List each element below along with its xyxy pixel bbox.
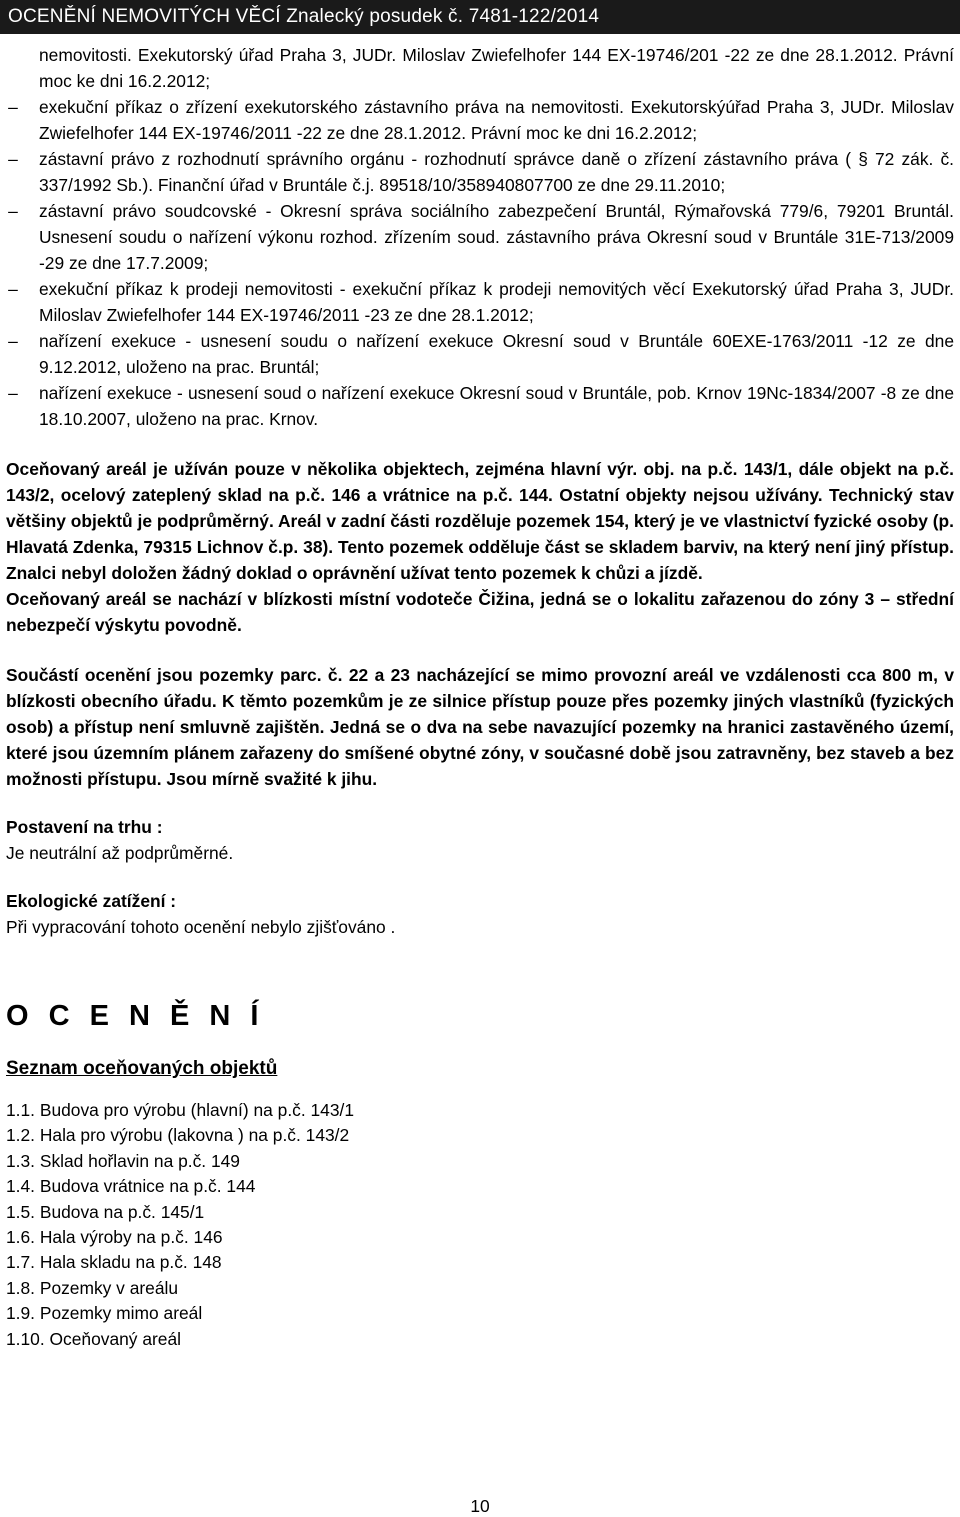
dash-bullet: – — [8, 97, 18, 117]
header-title: OCENĚNÍ NEMOVITÝCH VĚCÍ Znalecký posudek č. 7481-122/2014 — [8, 6, 600, 27]
list-item — [6, 42, 954, 94]
encumbrance-continuation: nemovitosti. Exekutorský úřad Praha 3, JUDr. Miloslav Zwiefelhofer 144 EX-19746/201 -22 ze dne 28.1.2012. Právní moc ke dni 16.2.2012; — [39, 45, 954, 91]
object-item: 1.4. Budova vrátnice na p.č. 144 — [6, 1176, 256, 1197]
encumbrance-text: nařízení exekuce - usnesení soudu o nařízení exekuce Okresní soud v Bruntále 60EXE-1763/2011 -12 ze dne 9.12.2012, uloženo na prac. Bruntál; — [39, 331, 954, 377]
list-item — [6, 276, 954, 328]
object-item: 1.10. Oceňovaný areál — [6, 1328, 181, 1349]
encumbrance-text: zástavní právo soudcovské - Okresní správa sociálního zabezpečení Bruntál, Rýmařovská 779/6, 79201 Bruntál. Usnesení soudu o nařízení výkonu rozhod. zřízením soud. zástavního práva Okresní soud v Bruntále 31E-713/2009 -29 ze dne 17.7.2009; — [39, 201, 954, 273]
dash-bullet: – — [8, 149, 18, 169]
dash-bullet: – — [8, 201, 18, 221]
dash-bullet: – — [8, 331, 18, 351]
ecology-label: Ekologické zatížení : — [6, 891, 177, 911]
page-number: 10 — [470, 1496, 490, 1516]
valuation-title: O C E N Ě N Í — [6, 1000, 265, 1032]
encumbrance-text: nařízení exekuce - usnesení soud o nařízení exekuce Okresní soud v Bruntále, pob. Krnov 19Nc-1834/2007 -8 ze dne 18.10.2007, uloženo na prac. Krnov. — [39, 383, 954, 429]
list-item — [6, 380, 954, 432]
object-item: 1.5. Budova na p.č. 145/1 — [6, 1201, 205, 1222]
object-item: 1.2. Hala pro výrobu (lakovna ) na p.č. 143/2 — [6, 1125, 350, 1146]
market-value: Je neutrální až podprůměrné. — [6, 843, 234, 863]
market-label: Postavení na trhu : — [6, 817, 163, 837]
dash-bullet: – — [8, 279, 18, 299]
page-content — [6, 42, 954, 1352]
list-item — [6, 146, 954, 198]
encumbrance-text: exekuční příkaz k prodeji nemovitosti - exekuční příkaz k prodeji nemovitých věcí Exekutorský úřad Praha 3, JUDr. Miloslav Zwiefelhofer 144 EX-19746/2011 -23 ze dne 28.1.2012; — [39, 279, 954, 325]
objects-list — [6, 1098, 954, 1352]
encumbrance-text: zástavní právo z rozhodnutí správního orgánu - rozhodnutí správce daně o zřízení zástavního práva ( § 72 zák. č. 337/1992 Sb.). Finanční úřad v Bruntále č.j. 89518/10/358940807700 ze dne 29.11.2010; — [39, 149, 954, 195]
document-header — [0, 0, 960, 34]
list-item — [6, 94, 954, 146]
encumbrance-list — [6, 42, 954, 432]
land-paragraph: Součástí ocenění jsou pozemky parc. č. 22 a 23 nacházející se mimo provozní areál ve vzdálenosti cca 800 m, v blízkosti obecního úřadu. K těmto pozemkům je ze silnice přístup pouze přes pozemky jiných vlastníků (fyzických osob) a přístup není smluvně zajištěn. Jedná se o dva na sebe navazující pozemky na hranici zastavěného území, které jsou územním plánem zařazeny do smíšené obytné zóny, v současné době jsou zatravněny, bez staveb a bez možnosti přístupu. Jsou mírně svažité k jihu. — [6, 665, 954, 789]
object-item: 1.8. Pozemky v areálu — [6, 1277, 179, 1298]
object-item: 1.3. Sklad hořlavin na p.č. 149 — [6, 1150, 240, 1171]
dash-bullet: – — [8, 383, 18, 403]
list-item — [6, 198, 954, 276]
objects-list-title: Seznam oceňovaných objektů — [6, 1058, 278, 1079]
object-item: 1.9. Pozemky mimo areál — [6, 1303, 203, 1324]
encumbrance-text: exekuční příkaz o zřízení exekutorského zástavního práva na nemovitosti. Exekutorskýúřad Praha 3, JUDr. Miloslav Zwiefelhofer 144 EX-19746/2011 -22 ze dne 28.1.2012. Právní moc ke dni 16.2.2012; — [39, 97, 954, 143]
list-item — [6, 328, 954, 380]
object-item: 1.1. Budova pro výrobu (hlavní) na p.č. 143/1 — [6, 1100, 355, 1120]
location-paragraph: Oceňovaný areál se nachází v blízkosti místní vodoteče Čižina, jedná se o lokalitu zařazenou do zóny 3 – střední nebezpečí výskytu povodně. — [6, 589, 954, 635]
usage-paragraph: Oceňovaný areál je užíván pouze v několika objektech, zejména hlavní výr. obj. na p.č. 143/1, dále objekt na p.č. 143/2, ocelový zateplený sklad na p.č. 146 a vrátnice na p.č. 144. Ostatní objekty nejsou užívány. Technický stav většiny objektů je podprůměrný. Areál v zadní části rozděluje pozemek 154, který je ve vlastnictví fyzické osoby (p. Hlavatá Zdenka, 79315 Lichnov č.p. 38). Tento pozemek odděluje část se skladem barviv, na který není jiný přístup. Znalci nebyl doložen žádný doklad o oprávnění užívat tento pozemek k chůzi a jízdě. — [6, 459, 954, 583]
object-item: 1.6. Hala výroby na p.č. 146 — [6, 1227, 223, 1248]
ecology-value: Při vypracování tohoto ocenění nebylo zjišťováno . — [6, 917, 396, 937]
object-item: 1.7. Hala skladu na p.č. 148 — [6, 1252, 222, 1273]
